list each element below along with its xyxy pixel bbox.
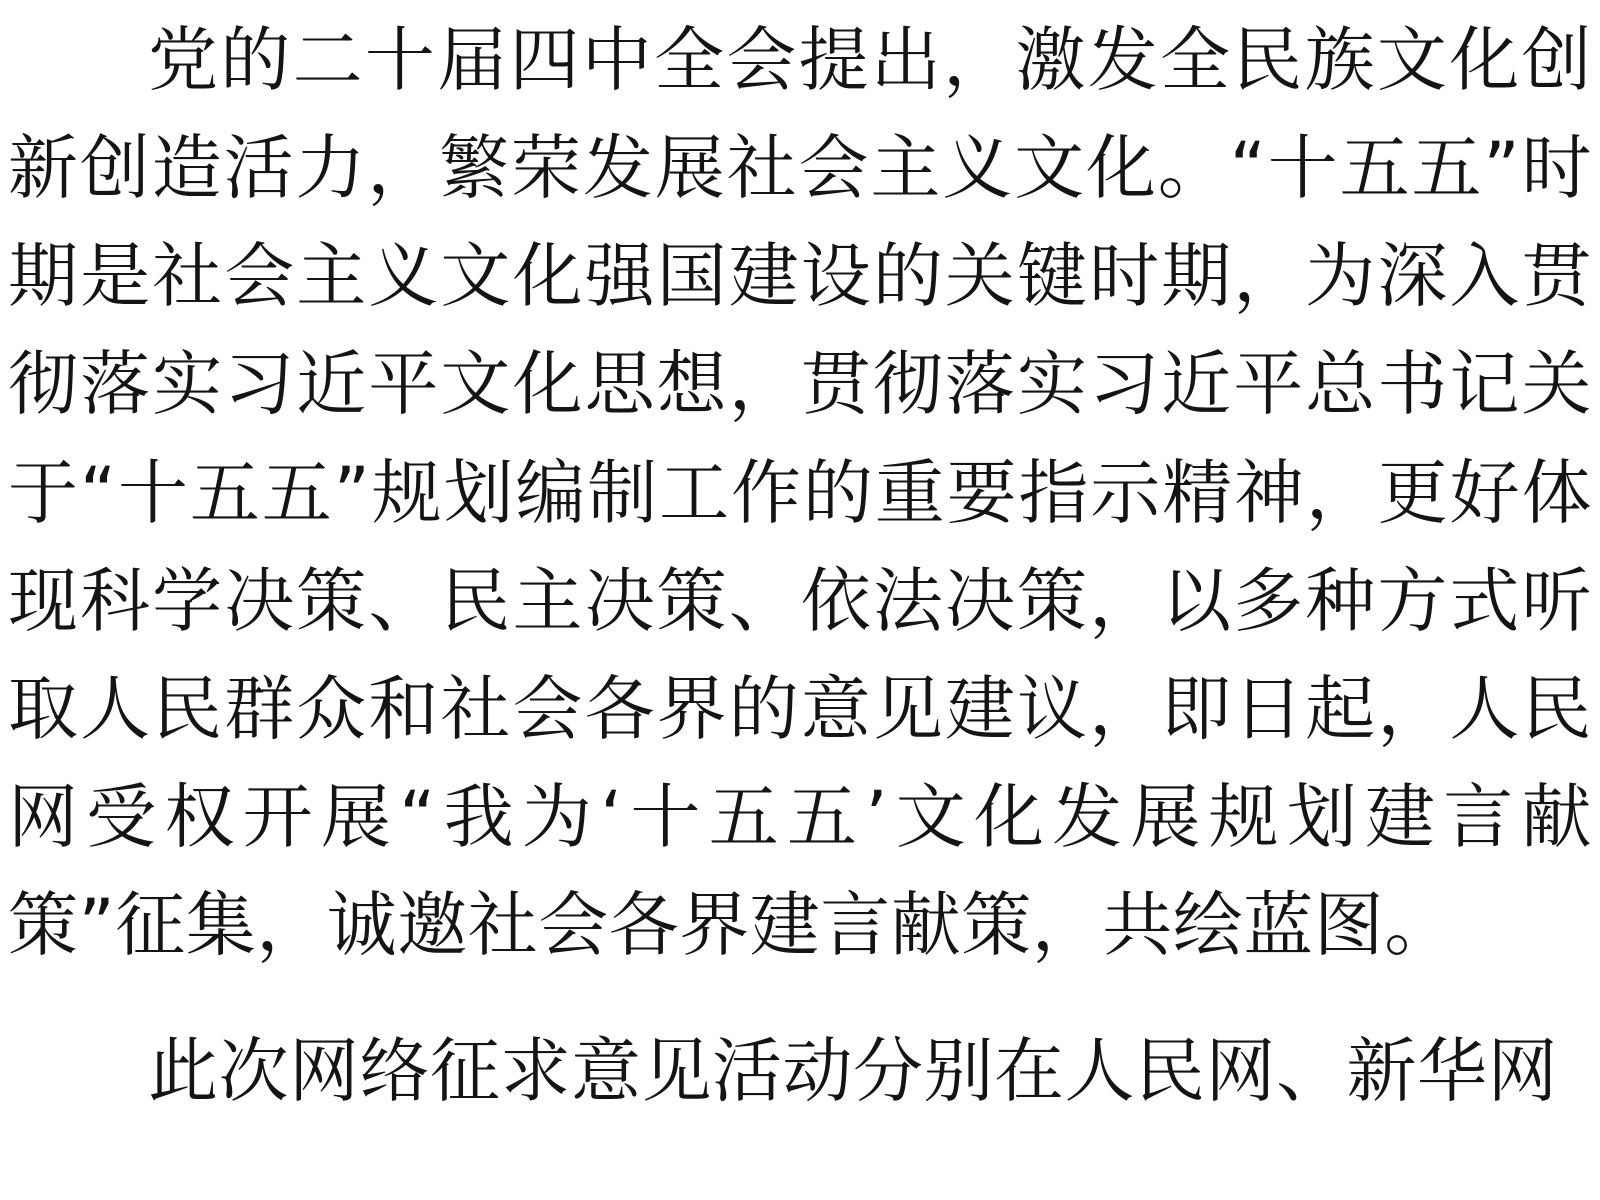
paragraph-1: 党的二十届四中全会提出，激发全民族文化创新创造活力，繁荣发展社会主义文化。“十五五”时期是社会主义文化强国建设的关键时期，为深入贯彻落实习近平文化思想，贯彻落实习近平总书记关于“十五五”规划编制工作的重要指示精神，更好体现科学决策、民主决策、依法决策，以多种方式听取人民群众和社会各界的意见建议，即日起，人民网受权开展“我为‘十五五’文化发展规划建言献策”征集，诚邀社会各界建言献策，共绘蓝图。 [8,19,1592,967]
paragraph-2: 此次网络征求意见活动分别在人民网、新华网 [148,1030,1558,1113]
article-body [8,0,1592,1125]
